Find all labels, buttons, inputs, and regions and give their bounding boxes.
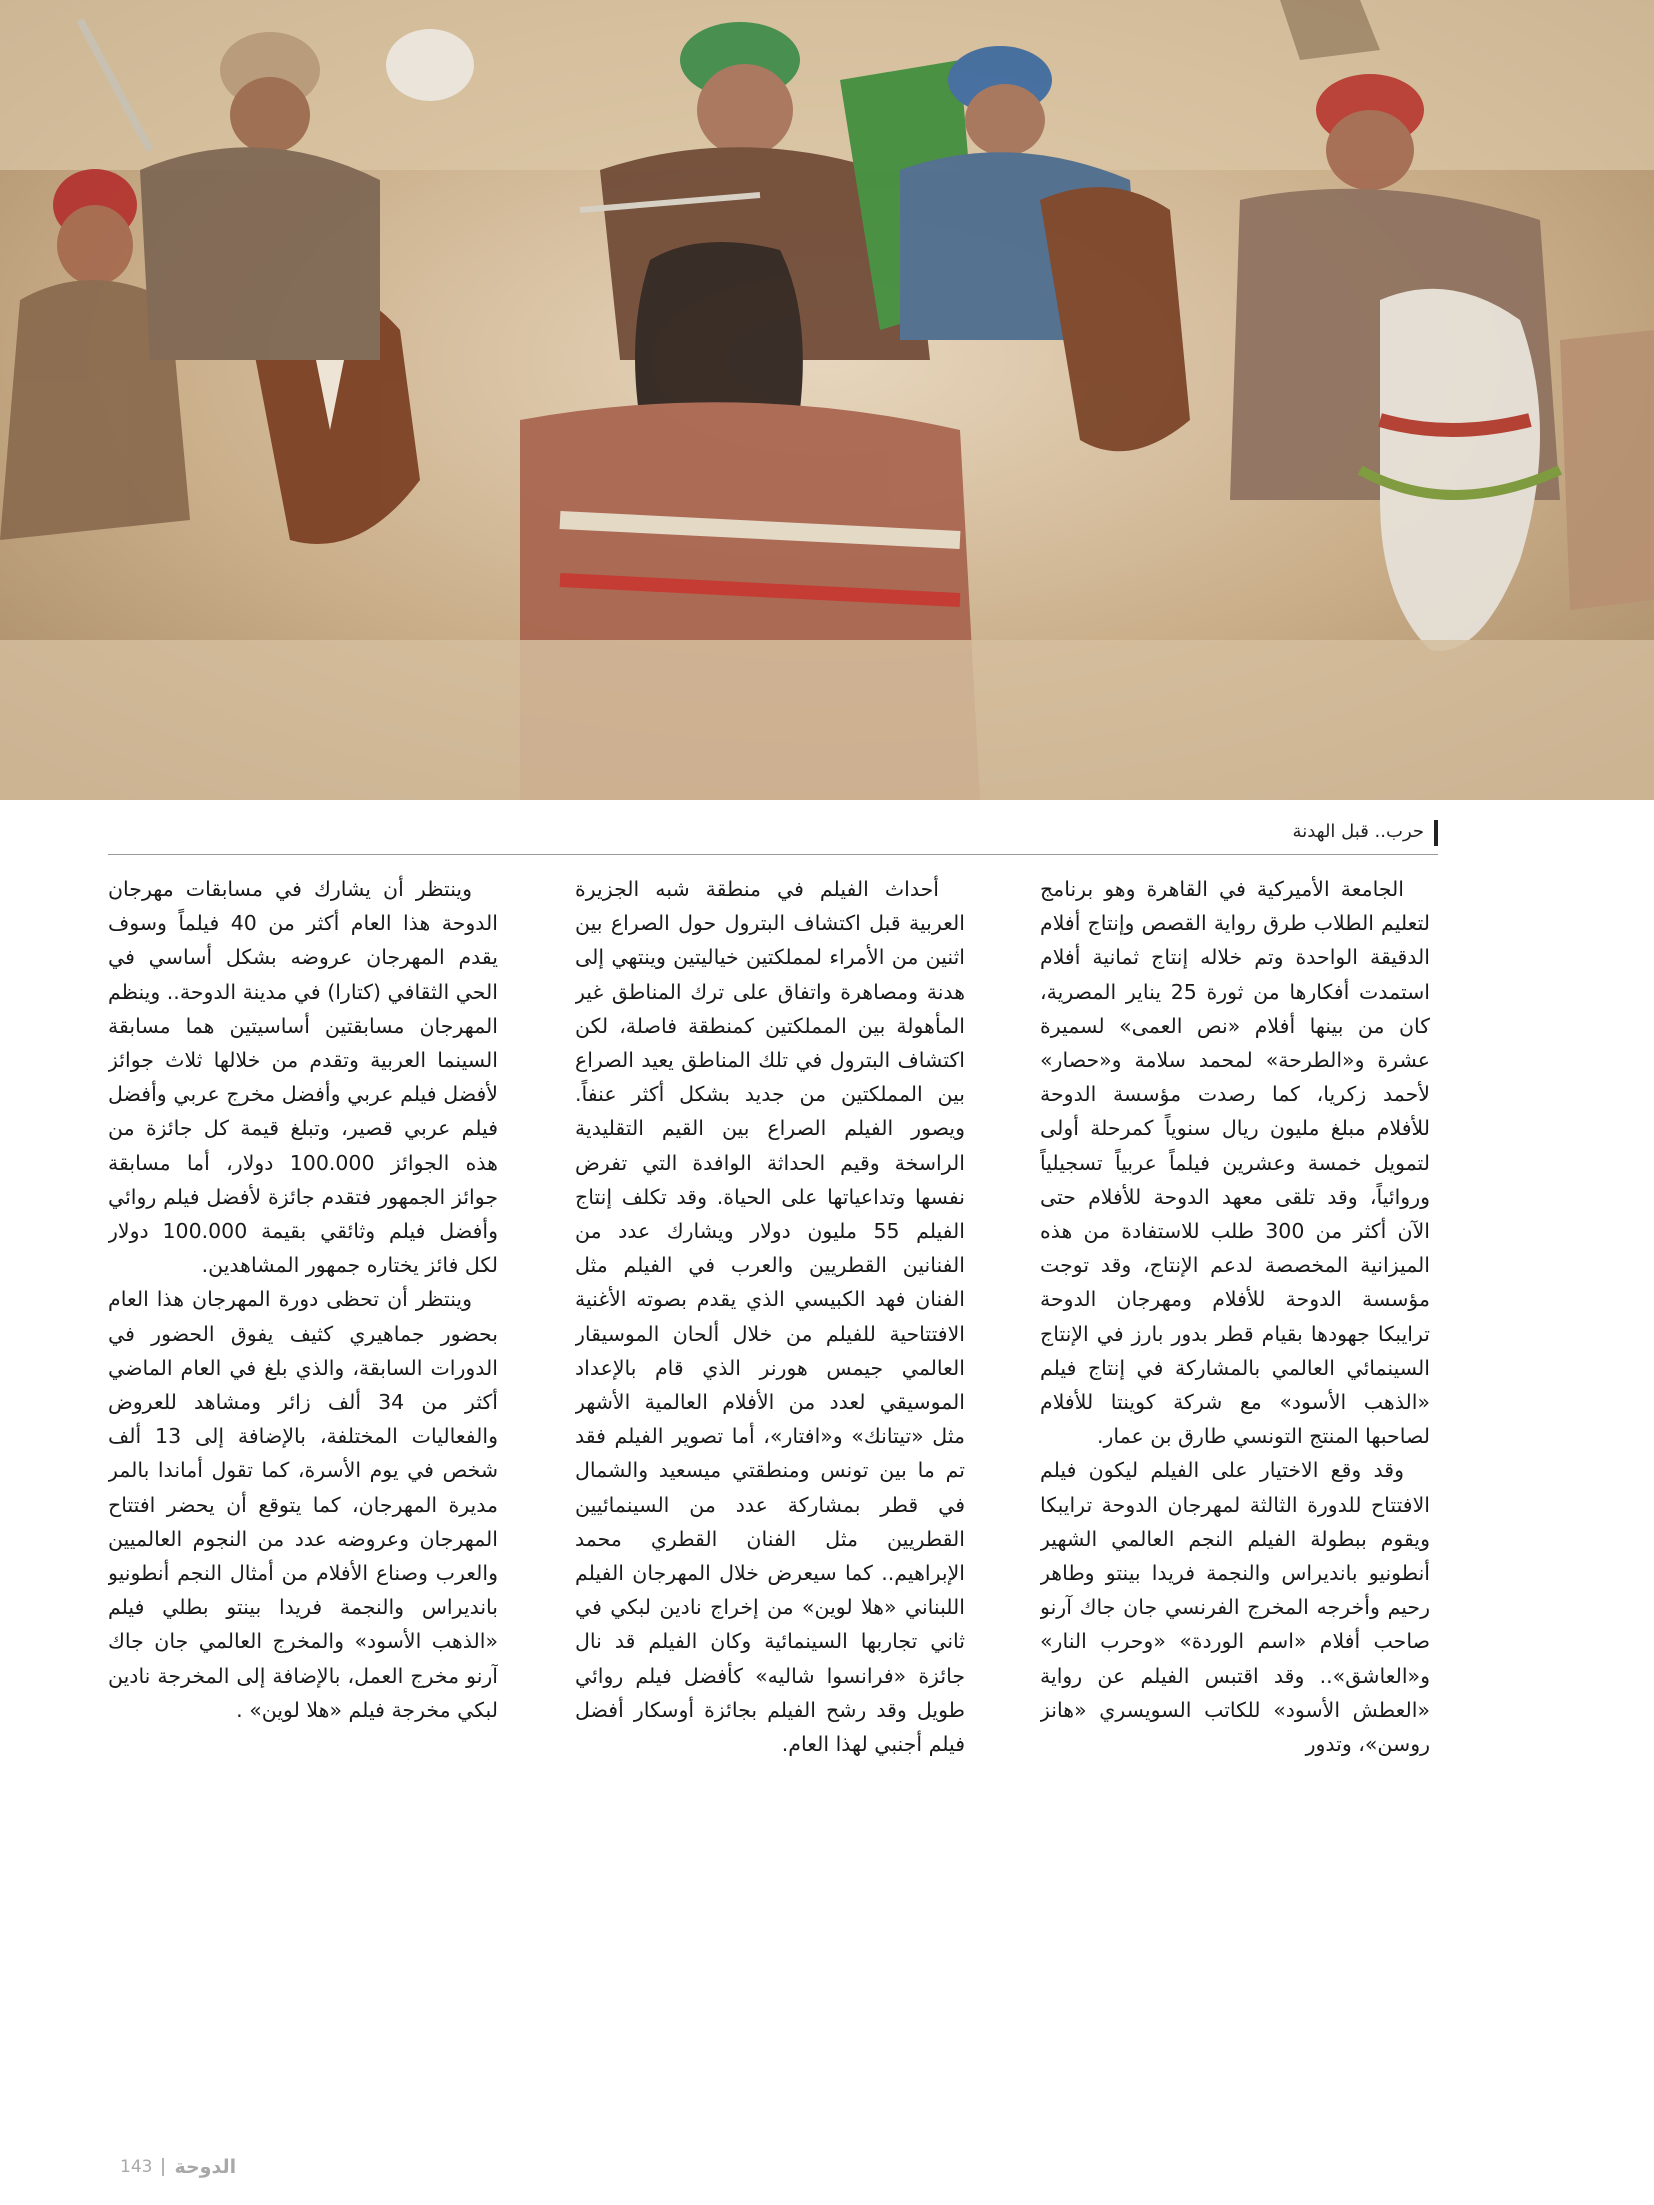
- paragraph: الجامعة الأميركية في القاهرة وهو برنامج لتعليم الطلاب طرق رواية القصص وإنتاج أفلام الدقيقة الواحدة وتم خلاله إنتاج ثمانية أفلام استمدت أفكارها من ثورة 25 يناير المصرية، كان من بينها أفلام «نص العمى» لسميرة عشرة و«الطرحة» لمحمد سلامة و«حصار» لأحمد زكريا، كما رصدت مؤسسة الدوحة للأفلام مبلغ مليون ريال سنوياً كمرحلة أولى لتمويل خمسة وعشرين فيلماً عربياً تسجيلياً وروائياً، وقد تلقى معهد الدوحة للأفلام حتى الآن أكثر من 300 طلب للاستفادة من هذه الميزانية المخصصة لدعم الإنتاج، وقد توجت مؤسسة الدوحة للأفلام ومهرجان الدوحة ترايبكا جهودها بقيام قطر بدور بارز في الإنتاج السينمائي العالمي بالمشاركة في إنتاج فيلم «الذهب الأسود» مع شركة كوينتا للأفلام لصاحبها المنتج التونسي طارق بن عمار.: [1040, 877, 1430, 1449]
- paragraph: وينتظر أن يشارك في مسابقات مهرجان الدوحة هذا العام أكثر من 40 فيلماً وسوف يقدم المهرجان عروضه بشكل أساسي في الحي الثقافي (كتارا) في مدينة الدوحة.. وينظم المهرجان مسابقتين أساسيتين هما مسابقة السينما العربية وتقدم من خلالها ثلاث جوائز لأفضل فيلم عربي وأفضل مخرج عربي وأفضل فيلم عربي قصير، وتبلغ قيمة كل جائزة من هذه الجوائز 100.000 دولار، أما مسابقة جوائز الجمهور فتقدم جائزة لأفضل فيلم روائي وأفضل فيلم وثائقي بقيمة 100.000 دولار لكل فائز يختاره جمهور المشاهدين.: [108, 877, 498, 1278]
- article-column-3: [108, 872, 498, 2102]
- magazine-logo: الدوحة: [174, 2156, 237, 2178]
- page-number: 143: [120, 2157, 153, 2177]
- paragraph: أحداث الفيلم في منطقة شبه الجزيرة العربية قبل اكتشاف البترول حول الصراع بين اثنين من الأمراء لمملكتين خياليتين وينتهي إلى هدنة ومصاهرة واتفاق على ترك المناطق غير المأهولة بين المملكتين كمنطقة فاصلة، لكن اكتشاف البترول في تلك المناطق يعيد الصراع بين المملكتين من جديد بشكل أكثر عنفاً. ويصور الفيلم الصراع بين القيم التقليدية الراسخة وقيم الحداثة الوافدة التي تفرض نفسها وتداعياتها على الحياة. وقد تكلف إنتاج الفيلم 55 مليون دولار ويشارك عدد من الفنانين القطريين والعرب في الفيلم مثل الفنان فهد الكبيسي الذي يقدم بصوته الأغنية الافتتاحية للفيلم من خلال ألحان الموسيقار العالمي جيمس هورنر الذي قام بالإعداد الموسيقي لعدد من الأفلام العالمية الأشهر مثل «تيتانك» و«افتار»، أما تصوير الفيلم فقد تم ما بين تونس ومنطقتي ميسعيد والشمال في قطر بمشاركة عدد من السينمائيين القطريين مثل الفنان القطري محمد الإبراهيم.. كما سيعرض خلال المهرجان الفيلم اللبناني «هلا لوين» من إخراج نادين لبكي في ثاني تجاربها السينمائية وكان الفيلم قد نال جائزة «فرانسوا شاليه» كأفضل فيلم روائي طويل وقد رشح الفيلم بجائزة أوسكار أفضل فيلم أجنبي لهذا العام.: [575, 877, 965, 1757]
- footer-separator: [162, 2158, 164, 2176]
- paragraph: وقد وقع الاختيار على الفيلم ليكون فيلم الافتتاح للدورة الثالثة لمهرجان الدوحة ترايبكا ويقوم ببطولة الفيلم النجم العالمي الشهير أنطونيو بانديراس والنجمة فريدا بينتو وطاهر رحيم وأخرجه المخرج الفرنسي جان جاك آرنو صاحب أفلام «اسم الوردة» «وحرب النار» و«العاشق».. وقد اقتبس الفيلم عن رواية «العطش الأسود» للكاتب السويسري «هانز روسن»، وتدور: [1040, 1458, 1430, 1757]
- horsemen-photo: [0, 0, 1654, 800]
- photo-illustration: [0, 0, 1654, 800]
- caption-marker: [1434, 820, 1438, 846]
- article-column-1: [1040, 872, 1430, 2102]
- caption-text: حرب.. قبل الهدنة: [1292, 821, 1424, 842]
- page-footer: [120, 2152, 236, 2182]
- photo-caption: [108, 818, 1438, 848]
- paragraph: وينتظر أن تحظى دورة المهرجان هذا العام بحضور جماهيري كثيف يفوق الحضور في الدورات السابقة، والذي بلغ في العام الماضي أكثر من 34 ألف زائر ومشاهد للعروض والفعاليات المختلفة، بالإضافة إلى 13 ألف شخص في يوم الأسرة، كما تقول أماندا بالمر مديرة المهرجان، كما يتوقع أن يحضر افتتاح المهرجان وعروضه عدد من النجوم العالميين والعرب وصناع الأفلام من أمثال النجم أنطونيو بانديراس والنجمة فريدا بينتو بطلي فيلم «الذهب الأسود» والمخرج العالمي جان جاك آرنو مخرج العمل، بالإضافة إلى المخرجة نادين لبكي مخرجة فيلم «هلا لوين» .: [108, 1287, 498, 1722]
- section-divider: [108, 854, 1438, 855]
- article-column-2: [575, 872, 965, 2102]
